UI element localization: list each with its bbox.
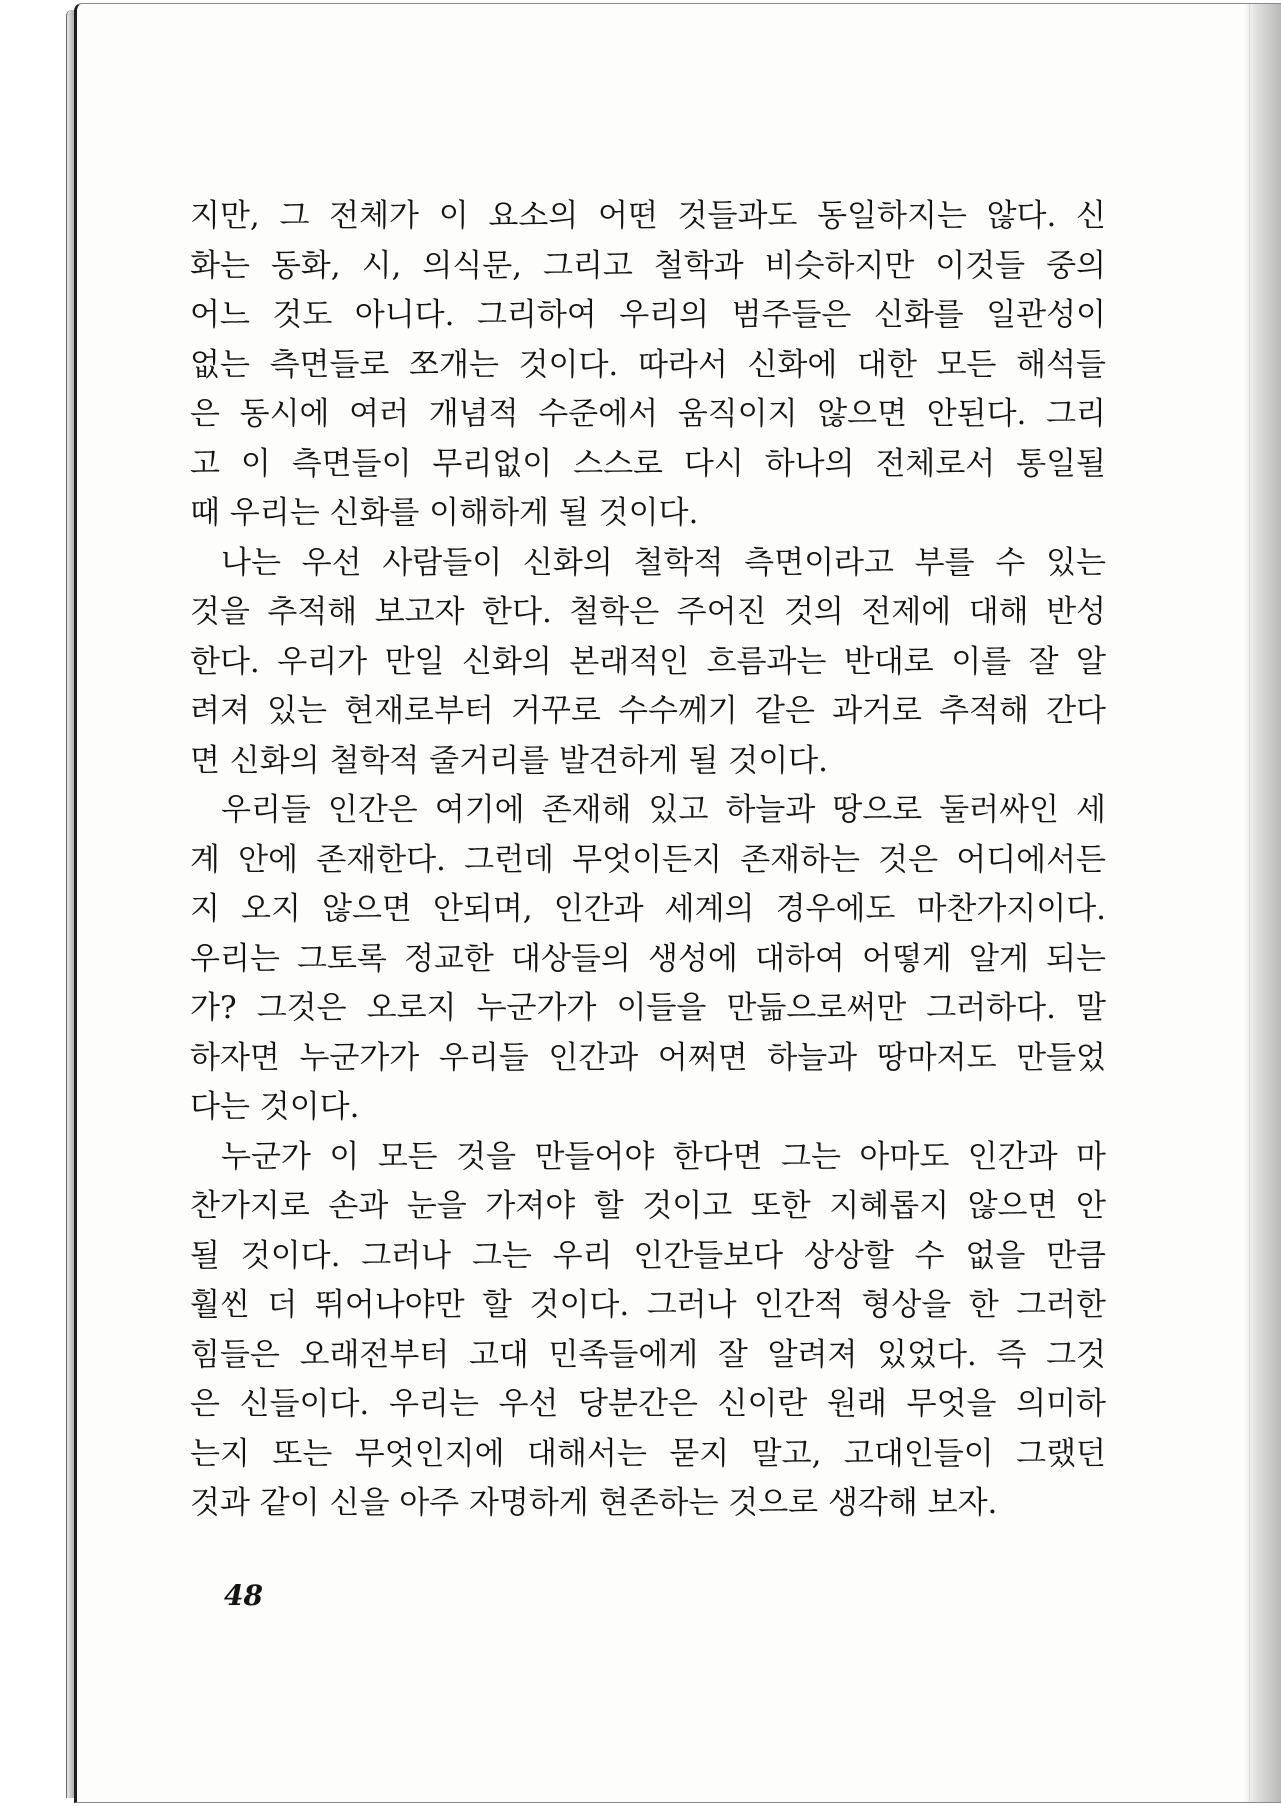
text-line: 우리들 인간은 여기에 존재해 있고 하늘과 땅으로 둘러싸인 세 [221, 792, 1106, 828]
text-line: 누군가 이 모든 것을 만들어야 한다면 그는 아마도 인간과 마 [221, 1138, 1106, 1175]
text-line: 는지 또는 무엇인지에 대해서는 묻지 말고, 고대인들이 그랬던 [190, 1435, 1106, 1472]
text-line: 것과 같이 신을 아주 자명하게 현존하는 것으로 생각해 보자. [190, 1485, 998, 1521]
text-line: 가? 그것은 오로지 누군가가 이들을 만듦으로써만 그러하다. 말 [190, 990, 1106, 1026]
text-line: 힘들은 오래전부터 고대 민족들에게 잘 알려져 있었다. 즉 그것 [190, 1336, 1106, 1373]
text-line: 지 오지 않으면 안되며, 인간과 세계의 경우에도 마찬가지이다. [190, 891, 1106, 927]
text-line: 다는 것이다. [190, 1089, 360, 1125]
text-line: 훨씬 더 뛰어나야만 할 것이다. 그러나 인간적 형상을 한 그러한 [190, 1287, 1106, 1323]
text-line: 은 동시에 여러 개념적 수준에서 움직이지 않으면 안된다. 그리 [190, 396, 1106, 432]
text-line: 계 안에 존재한다. 그런데 무엇이든지 존재하는 것은 어디에서든 [190, 841, 1106, 878]
text-line: 될 것이다. 그러나 그는 우리 인간들보다 상상할 수 없을 만큼 [190, 1237, 1106, 1274]
text-line: 없는 측면들로 쪼개는 것이다. 따라서 신화에 대한 모든 해석들 [190, 346, 1106, 383]
paragraph [190, 1133, 1106, 1529]
text-line: 것을 추적해 보고자 한다. 철학은 주어진 것의 전제에 대해 반성 [190, 594, 1106, 630]
text-line: 려져 있는 현재로부터 거꾸로 수수께기 같은 과거로 추적해 간다 [190, 693, 1106, 729]
paragraph [190, 539, 1106, 787]
text-line: 때 우리는 신화를 이해하게 될 것이다. [190, 495, 699, 531]
book-page [74, 3, 1281, 1803]
text-line: 화는 동화, 시, 의식문, 그리고 철학과 비슷하지만 이것들 중의 [190, 247, 1106, 284]
text-line: 우리는 그토록 정교한 대상들의 생성에 대하여 어떻게 알게 되는 [190, 940, 1106, 977]
text-line: 고 이 측면들이 무리없이 스스로 다시 하나의 전체로서 통일될 [190, 445, 1106, 482]
text-line: 한다. 우리가 만일 신화의 본래적인 흐름과는 반대로 이를 잘 알 [190, 643, 1106, 680]
page-number: 48 [224, 1579, 263, 1612]
text-line: 어느 것도 아니다. 그리하여 우리의 범주들은 신화를 일관성이 [190, 297, 1106, 333]
page-gutter-shadow [1243, 4, 1281, 1802]
text-line: 찬가지로 손과 눈을 가져야 할 것이고 또한 지혜롭지 않으면 안 [190, 1188, 1106, 1224]
text-line: 하자면 누군가가 우리들 인간과 어쩌면 하늘과 땅마저도 만들었 [190, 1039, 1106, 1076]
paragraph [190, 786, 1106, 1133]
text-line: 은 신들이다. 우리는 우선 당분간은 신이란 원래 무엇을 의미하 [190, 1386, 1106, 1422]
text-line: 지만, 그 전체가 이 요소의 어떤 것들과도 동일하지는 않다. 신 [190, 198, 1106, 234]
body-text [190, 192, 1106, 1529]
paragraph [190, 192, 1106, 539]
text-line: 면 신화의 철학적 줄거리를 발견하게 될 것이다. [190, 742, 828, 779]
text-line: 나는 우선 사람들이 신화의 철학적 측면이라고 부를 수 있는 [221, 544, 1106, 581]
